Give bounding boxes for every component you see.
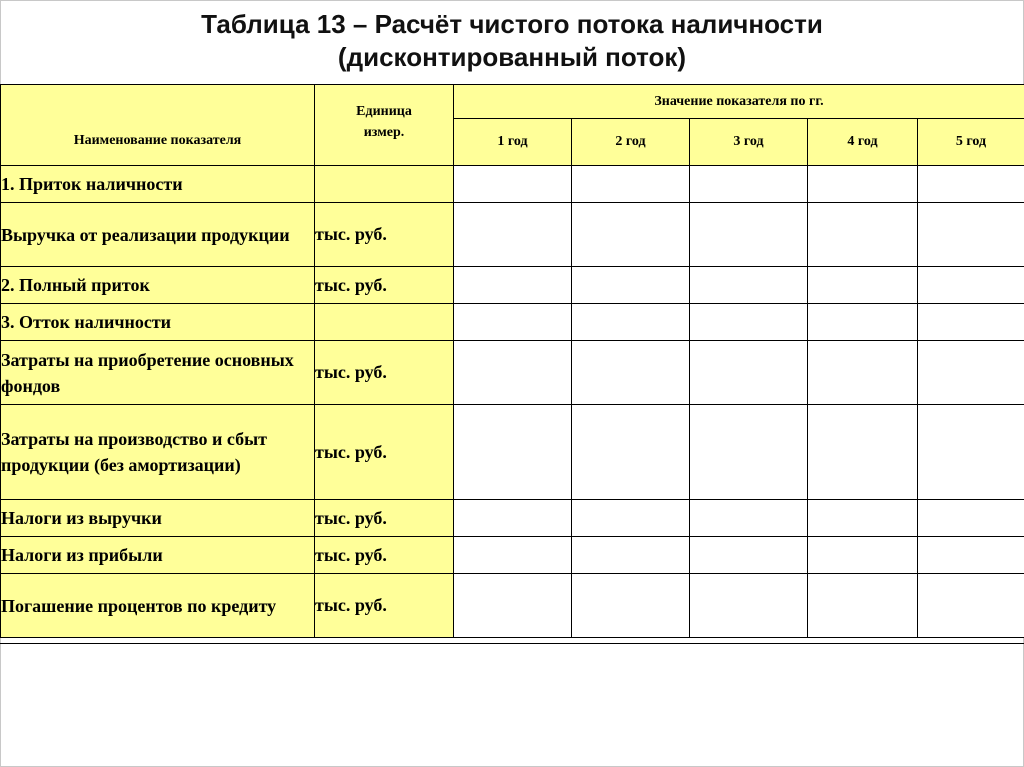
value-cell-year-2[interactable] — [572, 341, 690, 405]
value-cell-year-1[interactable] — [454, 166, 572, 203]
value-cell-year-1[interactable] — [454, 405, 572, 500]
value-cell-year-4[interactable] — [808, 405, 918, 500]
value-cell-year-1[interactable] — [454, 203, 572, 267]
row-unit: тыс. руб. — [315, 341, 454, 405]
value-cell-year-1[interactable] — [454, 537, 572, 574]
value-cell-year-3[interactable] — [690, 574, 808, 638]
value-cell-year-4[interactable] — [808, 203, 918, 267]
row-unit: тыс. руб. — [315, 267, 454, 304]
row-name: 3. Отток наличности — [1, 304, 315, 341]
header-unit: Единица измер. — [356, 104, 412, 140]
row-unit — [315, 166, 454, 203]
value-cell-year-4[interactable] — [808, 574, 918, 638]
table-row — [1, 574, 1024, 638]
row-name: Налоги из выручки — [1, 500, 315, 537]
value-cell-year-4[interactable] — [808, 537, 918, 574]
value-cell-year-3[interactable] — [690, 304, 808, 341]
value-cell-year-5[interactable] — [918, 341, 1024, 405]
header-year-2: 2 год — [572, 119, 690, 166]
value-cell-year-5[interactable] — [918, 304, 1024, 341]
value-cell-year-5[interactable] — [918, 203, 1024, 267]
row-unit: тыс. руб. — [315, 203, 454, 267]
header-values: Значение показателя по гг. — [454, 85, 1024, 119]
row-name: 1. Приток наличности — [1, 166, 315, 203]
value-cell-year-1[interactable] — [454, 500, 572, 537]
value-cell-year-4[interactable] — [808, 341, 918, 405]
title-line-2: (дисконтированный поток) — [337, 42, 687, 72]
value-cell-year-3[interactable] — [690, 537, 808, 574]
value-cell-year-5[interactable] — [918, 574, 1024, 638]
value-cell-year-5[interactable] — [918, 405, 1024, 500]
value-cell-year-3[interactable] — [690, 341, 808, 405]
value-cell-year-3[interactable] — [690, 405, 808, 500]
page-title — [0, 8, 1024, 74]
value-cell-year-3[interactable] — [690, 500, 808, 537]
header-year-3: 3 год — [690, 119, 808, 166]
row-name: Погашение процентов по кредиту — [1, 574, 315, 638]
value-cell-year-2[interactable] — [572, 267, 690, 304]
value-cell-year-3[interactable] — [690, 166, 808, 203]
table-row — [1, 405, 1024, 500]
value-cell-year-5[interactable] — [918, 537, 1024, 574]
table-row — [1, 166, 1024, 203]
value-cell-year-3[interactable] — [690, 203, 808, 267]
table-bottom-line — [0, 643, 1024, 644]
value-cell-year-2[interactable] — [572, 500, 690, 537]
table-row — [1, 341, 1024, 405]
row-name: Затраты на производство и сбыт продукции (без амортизации) — [1, 405, 315, 500]
value-cell-year-3[interactable] — [690, 267, 808, 304]
value-cell-year-2[interactable] — [572, 574, 690, 638]
value-cell-year-5[interactable] — [918, 166, 1024, 203]
row-name: Затраты на приобретение основных фондов — [1, 341, 315, 405]
value-cell-year-2[interactable] — [572, 537, 690, 574]
value-cell-year-2[interactable] — [572, 166, 690, 203]
table-row — [1, 304, 1024, 341]
row-unit: тыс. руб. — [315, 405, 454, 500]
value-cell-year-4[interactable] — [808, 267, 918, 304]
row-unit: тыс. руб. — [315, 574, 454, 638]
header-year-1: 1 год — [454, 119, 572, 166]
table-row — [1, 267, 1024, 304]
header-year-5: 5 год — [918, 119, 1024, 166]
row-name: Выручка от реализации продукции — [1, 203, 315, 267]
cash-flow-table — [0, 84, 1024, 638]
table-row — [1, 500, 1024, 537]
header-year-4: 4 год — [808, 119, 918, 166]
value-cell-year-5[interactable] — [918, 267, 1024, 304]
row-unit — [315, 304, 454, 341]
value-cell-year-1[interactable] — [454, 574, 572, 638]
header-unit-cell — [315, 85, 454, 166]
row-unit: тыс. руб. — [315, 500, 454, 537]
row-name: 2. Полный приток — [1, 267, 315, 304]
value-cell-year-5[interactable] — [918, 500, 1024, 537]
table-row — [1, 203, 1024, 267]
value-cell-year-1[interactable] — [454, 341, 572, 405]
row-name: Налоги из прибыли — [1, 537, 315, 574]
header-name: Наименование показателя — [73, 132, 242, 148]
value-cell-year-4[interactable] — [808, 500, 918, 537]
value-cell-year-1[interactable] — [454, 267, 572, 304]
title-line-1: Таблица 13 – Расчёт чистого потока наличности — [201, 9, 823, 39]
value-cell-year-4[interactable] — [808, 166, 918, 203]
row-unit: тыс. руб. — [315, 537, 454, 574]
value-cell-year-2[interactable] — [572, 203, 690, 267]
header-row-top — [1, 85, 1024, 119]
table-row — [1, 537, 1024, 574]
value-cell-year-2[interactable] — [572, 304, 690, 341]
value-cell-year-2[interactable] — [572, 405, 690, 500]
header-name-cell — [1, 85, 315, 166]
value-cell-year-1[interactable] — [454, 304, 572, 341]
value-cell-year-4[interactable] — [808, 304, 918, 341]
